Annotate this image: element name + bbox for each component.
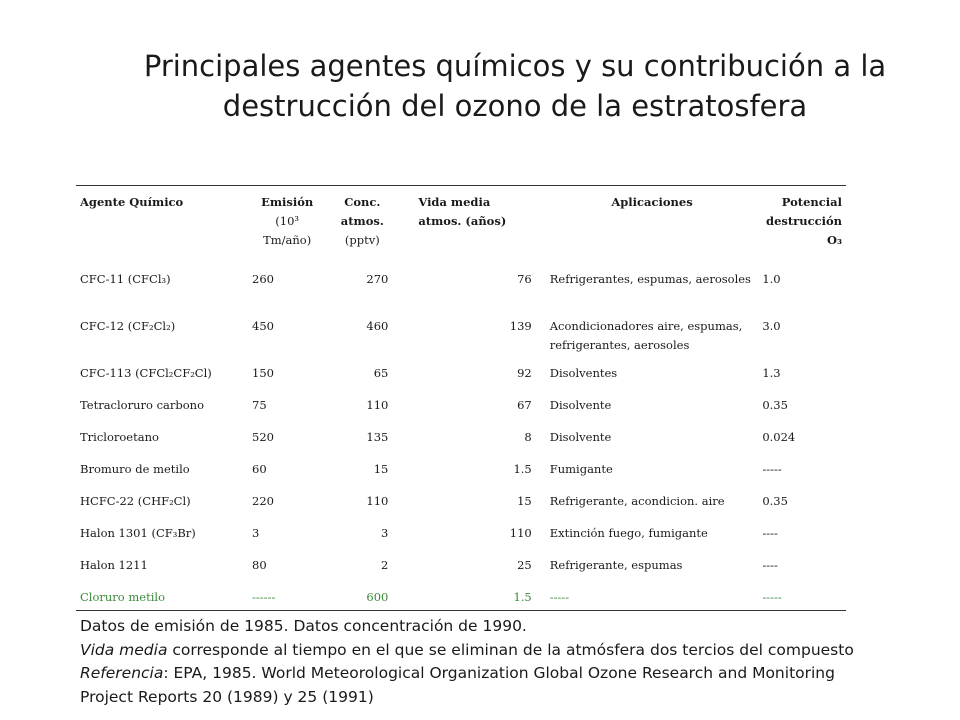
cell-potencial: 0.35	[762, 398, 788, 412]
cell-aplicaciones: Acondicionadores aire, espumas, refrigerantes, aerosoles	[549, 319, 743, 352]
cell-emision: 75	[252, 398, 267, 412]
cell-potencial: 3.0	[762, 319, 781, 333]
cell-emision: 3	[252, 526, 260, 540]
cell-vida: 67	[517, 398, 532, 412]
cell-aplicaciones: Refrigerantes, espumas, aerosoles	[549, 272, 751, 286]
table-row-highlighted	[76, 588, 846, 611]
cell-conc: 460	[366, 319, 389, 333]
cell-aplicaciones: Refrigerante, espumas	[549, 558, 683, 572]
header-emision-unit: (10³ Tm/año)	[263, 214, 312, 247]
table-row	[76, 492, 846, 524]
cell-aplicaciones: Disolvente	[549, 430, 612, 444]
cell-vida: 25	[517, 558, 532, 572]
slide-title	[60, 46, 960, 126]
cell-conc: 270	[366, 272, 389, 286]
header-vida-unit: atmos. (años)	[418, 214, 507, 228]
cell-emision: 260	[252, 272, 274, 286]
cell-vida: 76	[517, 272, 532, 286]
cell-aplicaciones: Disolventes	[549, 366, 618, 380]
note-referencia-term: Referencia	[80, 664, 164, 682]
cell-aplicaciones: Disolvente	[549, 398, 612, 412]
cell-emision: ------	[252, 590, 276, 604]
title-line-2: destrucción del ozono de la estratosfera	[222, 89, 808, 123]
table-row	[76, 556, 846, 588]
cell-emision: 220	[252, 494, 274, 508]
note-data-years: Datos de emisión de 1985. Datos concentración de 1990.	[80, 617, 527, 635]
cell-agente: HCFC-22 (CHF₂Cl)	[80, 494, 191, 508]
cell-emision: 450	[252, 319, 274, 333]
header-agente: Agente Químico	[80, 195, 184, 209]
cell-conc: 135	[366, 430, 389, 444]
table-notes	[80, 615, 960, 709]
ozone-agents-table	[76, 185, 846, 611]
cell-aplicaciones: Extinción fuego, fumigante	[549, 526, 708, 540]
cell-aplicaciones: -----	[549, 590, 570, 604]
header-vida: Vida media atmos. (años)	[418, 195, 507, 228]
cell-vida: 110	[509, 526, 532, 540]
table-row	[76, 428, 846, 460]
note-referencia-cont: Project Reports 20 (1989) y 25 (1991)	[80, 687, 374, 706]
cell-conc: 65	[373, 366, 389, 380]
note-referencia	[80, 662, 960, 686]
table-row	[76, 460, 846, 492]
cell-agente: Bromuro de metilo	[80, 462, 190, 476]
cell-conc: 2	[381, 558, 389, 572]
cell-potencial: 1.0	[762, 272, 781, 286]
note-referencia-text: : EPA, 1985. World Meteorological Organization Global Ozone Research and Monitoring	[163, 664, 835, 682]
cell-agente: CFC-12 (CF₂Cl₂)	[80, 319, 176, 333]
cell-agente: Halon 1211	[80, 558, 148, 572]
cell-emision: 150	[252, 366, 274, 380]
cell-emision: 520	[252, 430, 274, 444]
cell-vida: 1.5	[513, 462, 532, 476]
cell-aplicaciones: Fumigante	[549, 462, 613, 476]
cell-potencial: 0.024	[762, 430, 796, 444]
cell-vida: 8	[524, 430, 532, 444]
table-header-row	[76, 186, 846, 259]
cell-agente: Tricloroetano	[80, 430, 159, 444]
note-vida-media-term: Vida media	[80, 640, 168, 659]
table-row	[76, 524, 846, 556]
table-row	[76, 364, 846, 396]
cell-potencial: ----	[762, 526, 778, 540]
cell-agente: Cloruro metilo	[80, 590, 165, 604]
cell-potencial: -----	[762, 462, 782, 476]
ozone-agents-table-wrapper	[76, 185, 846, 611]
cell-vida: 139	[509, 319, 532, 333]
cell-vida: 15	[517, 494, 532, 508]
cell-emision: 80	[252, 558, 267, 572]
cell-aplicaciones: Refrigerante, acondicion. aire	[549, 494, 725, 508]
header-emision: Emisión (10³ Tm/año)	[261, 195, 314, 247]
header-potencial-unit: destrucción O₃	[766, 214, 842, 247]
header-conc: Conc. atmos. (pptv)	[340, 195, 384, 247]
cell-agente: CFC-113 (CFCl₂CF₂Cl)	[80, 366, 212, 380]
note-vida-media-text: corresponde al tiempo en el que se eliminan de la atmósfera dos tercios del compuesto	[167, 640, 854, 659]
table-row	[76, 258, 846, 317]
table-row	[76, 396, 846, 428]
cell-potencial: 0.35	[762, 494, 788, 508]
cell-conc: 15	[373, 462, 389, 476]
cell-conc: 110	[366, 398, 389, 412]
cell-agente: CFC-11 (CFCl₃)	[80, 272, 171, 286]
cell-agente: Halon 1301 (CF₃Br)	[80, 526, 196, 540]
note-vida-media	[80, 639, 960, 663]
cell-conc: 600	[366, 590, 389, 604]
cell-potencial: 1.3	[762, 366, 781, 380]
cell-potencial: -----	[762, 590, 782, 604]
cell-emision: 60	[252, 462, 267, 476]
cell-vida: 1.5	[513, 590, 532, 604]
cell-vida: 92	[517, 366, 532, 380]
cell-agente: Tetracloruro carbono	[80, 398, 204, 412]
header-conc-unit: (pptv)	[344, 233, 380, 247]
cell-potencial: ----	[762, 558, 778, 572]
header-potencial: Potencial destrucción O₃	[766, 195, 842, 247]
cell-conc: 110	[366, 494, 389, 508]
cell-conc: 3	[381, 526, 389, 540]
header-aplicaciones: Aplicaciones	[611, 195, 693, 209]
table-row	[76, 317, 846, 364]
title-line-1: Principales agentes químicos y su contribución a la	[143, 49, 887, 83]
